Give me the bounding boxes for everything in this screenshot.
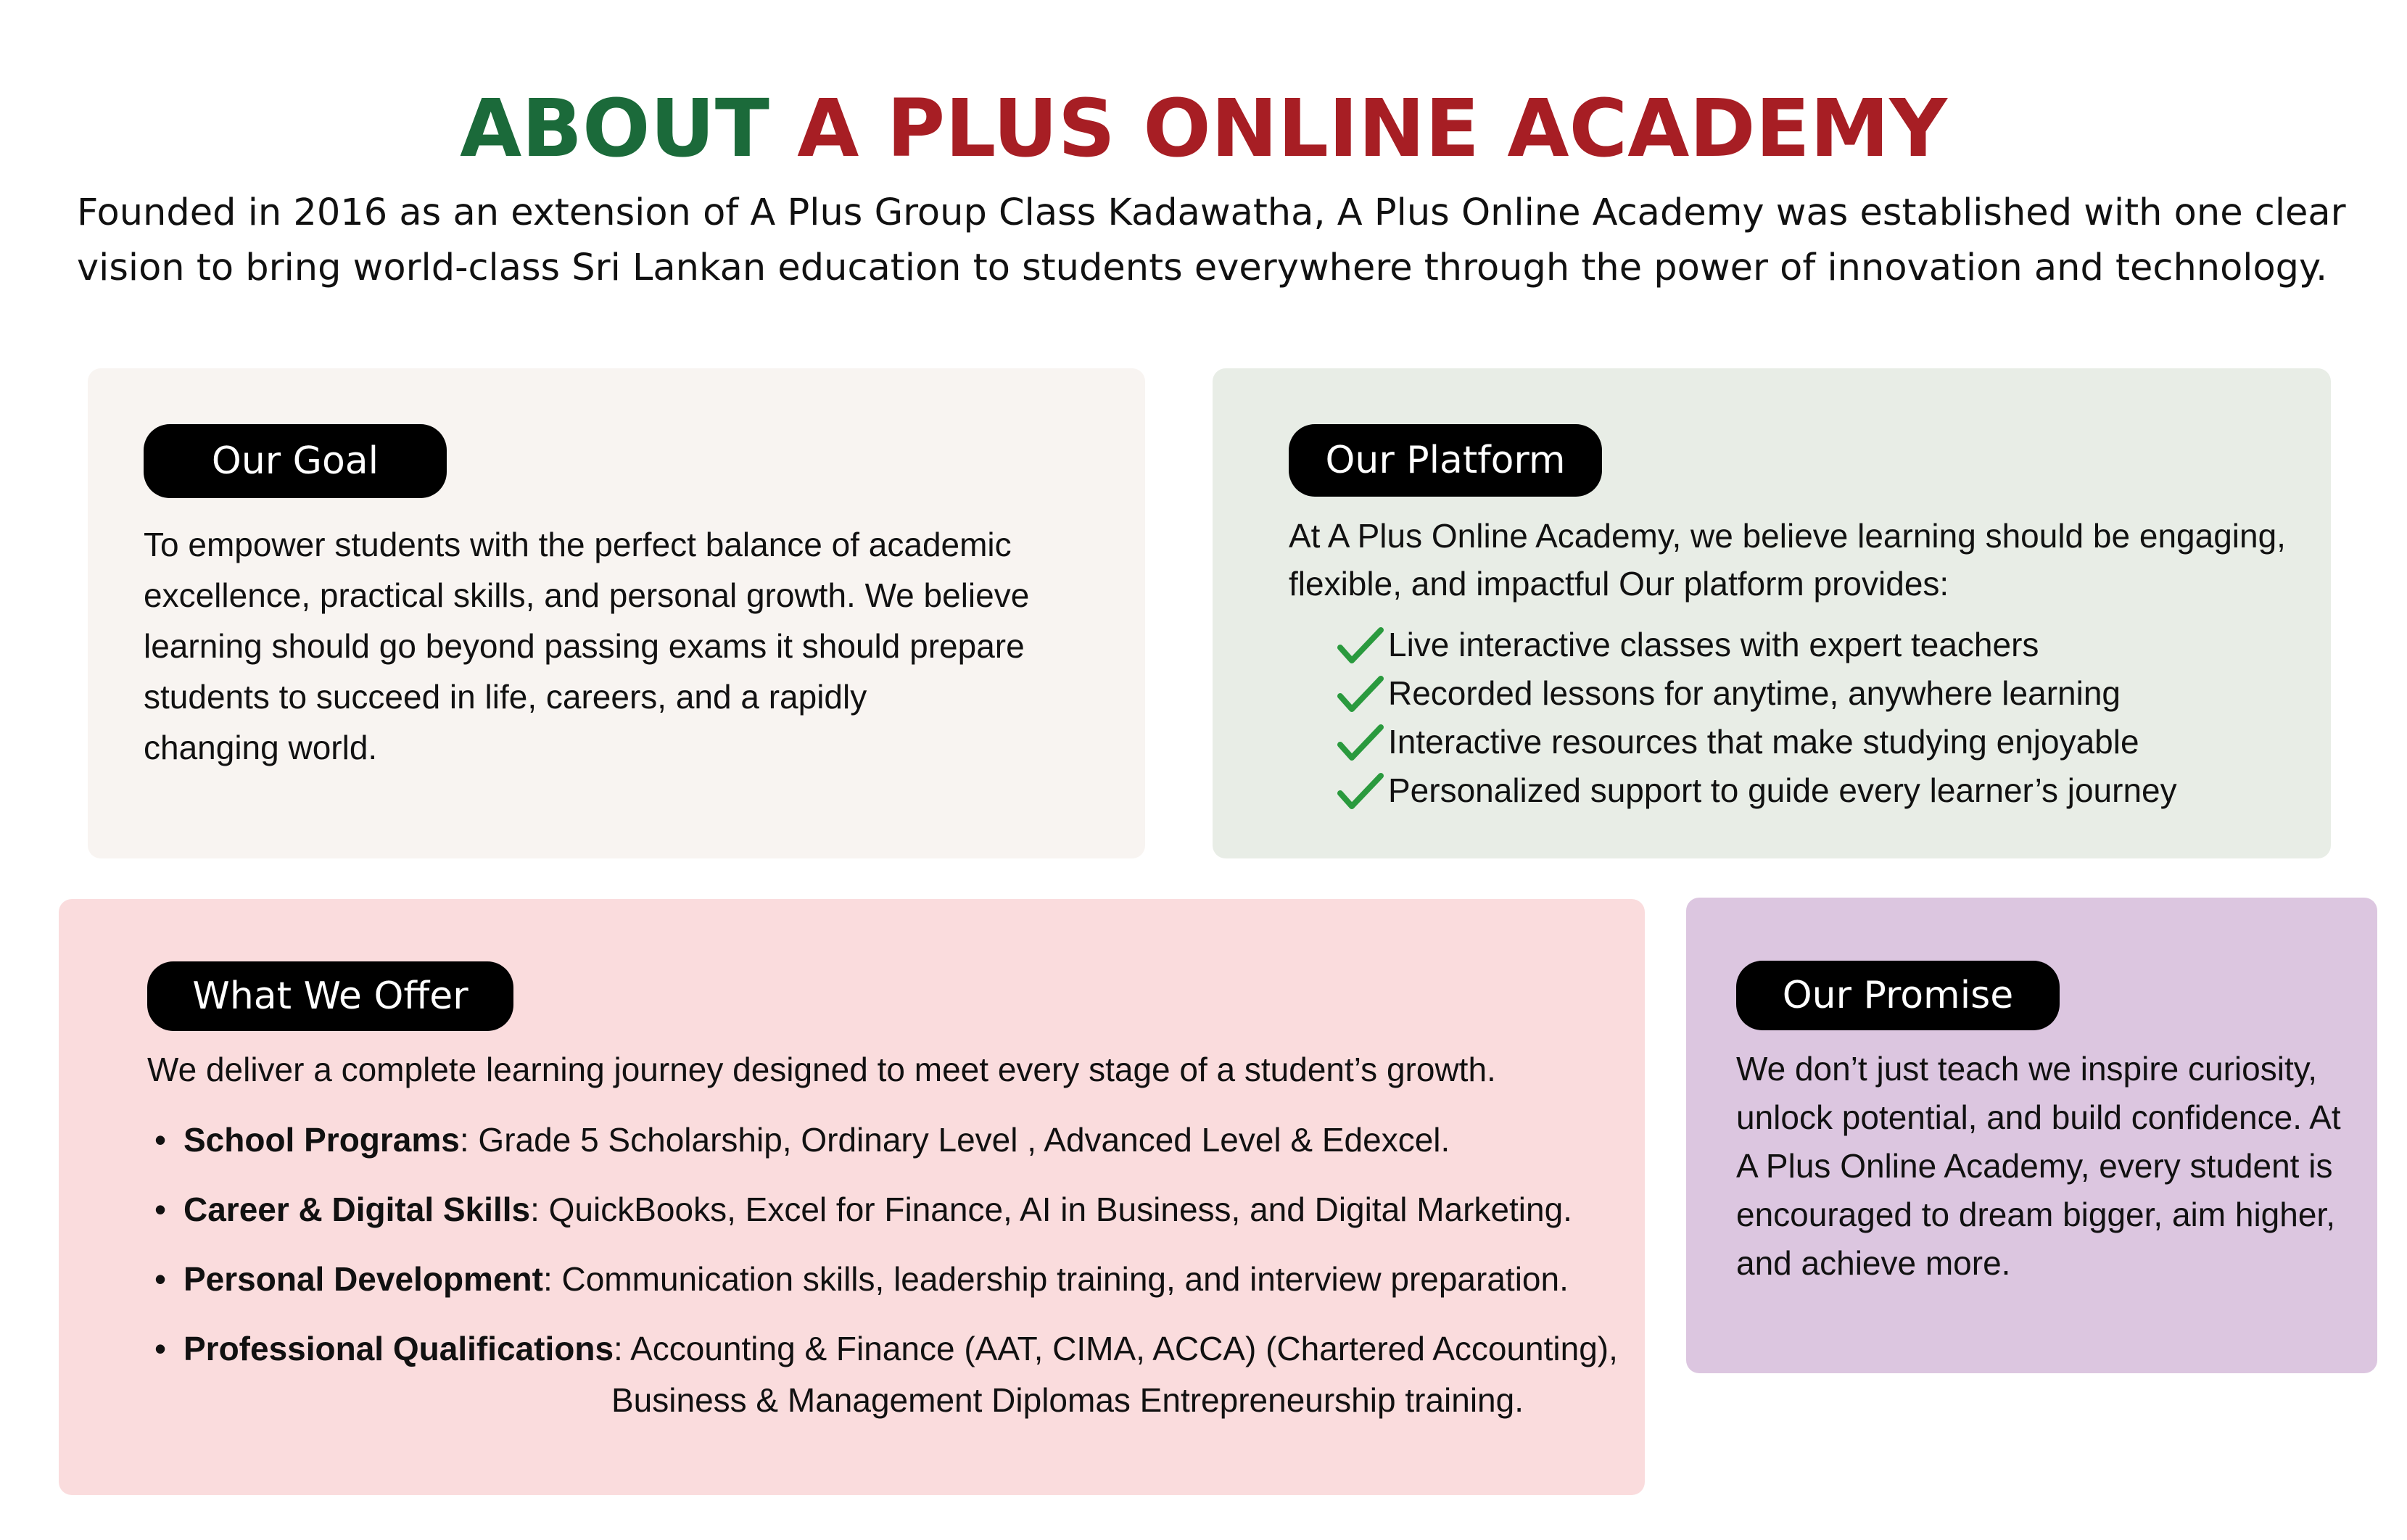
platform-feature-label: Personalized support to guide every learner’s journey — [1388, 771, 2177, 809]
bullet: • — [154, 1260, 167, 1298]
offer-heading: What We Offer — [192, 974, 468, 1018]
goal-line: students to succeed in life, careers, and a rapidly — [144, 678, 867, 716]
platform-feature-item — [1336, 668, 2315, 717]
platform-intro-line: flexible, and impactful Our platform provides: — [1289, 565, 1949, 603]
offer-item — [154, 1314, 1641, 1383]
goal-line: excellence, practical skills, and personal growth. We believe — [144, 576, 1030, 614]
goal-line: learning should go beyond passing exams it should prepare — [144, 627, 1025, 665]
platform-heading-pill — [1289, 424, 1602, 497]
promise-line: unlock potential, and build confidence. At — [1736, 1098, 2341, 1136]
offer-intro: We deliver a complete learning journey designed to meet every stage of a student’s growth. — [147, 1051, 1496, 1088]
goal-text — [144, 519, 1123, 773]
offer-continuation: Business & Management Diplomas Entrepreneurship training. — [611, 1381, 1524, 1419]
page-title — [0, 81, 2407, 175]
goal-heading-pill — [144, 424, 447, 498]
platform-feature-item — [1336, 620, 2315, 668]
promise-line: We don’t just teach we inspire curiosity, — [1736, 1050, 2318, 1088]
promise-heading-pill — [1736, 961, 2060, 1030]
platform-feature-label: Live interactive classes with expert teachers — [1388, 625, 2039, 663]
offer-item-label: School Programs — [183, 1121, 460, 1159]
offer-item — [154, 1105, 1641, 1175]
intro-line: vision to bring world-class Sri Lankan education to students everywhere through the power of innovation and technology. — [77, 247, 2328, 289]
check-icon — [1336, 623, 1388, 666]
check-icon — [1336, 769, 1388, 812]
offer-item-text: : QuickBooks, Excel for Finance, AI in Business, and Digital Marketing. — [530, 1191, 1572, 1228]
title-academy-name: A PLUS ONLINE ACADEMY — [797, 82, 1947, 175]
bullet: • — [154, 1330, 167, 1367]
promise-line: and achieve more. — [1736, 1244, 2011, 1282]
platform-heading: Our Platform — [1325, 439, 1566, 482]
offer-list — [154, 1105, 1641, 1383]
offer-heading-pill — [147, 961, 513, 1031]
platform-feature-list — [1336, 620, 2315, 814]
check-icon — [1336, 720, 1388, 763]
platform-text — [1289, 512, 2319, 608]
title-word-about: ABOUT — [460, 82, 769, 175]
promise-text — [1736, 1045, 2367, 1288]
platform-feature-label: Recorded lessons for anytime, anywhere learning — [1388, 674, 2121, 712]
promise-line: encouraged to dream bigger, aim higher, — [1736, 1196, 2335, 1233]
intro-line: Founded in 2016 as an extension of A Plus Group Class Kadawatha, A Plus Online Academy was established with one clear — [77, 191, 2346, 234]
offer-item-text: : Grade 5 Scholarship, Ordinary Level , Advanced Level & Edexcel. — [459, 1121, 1450, 1159]
offer-item-label: Professional Qualifications — [183, 1330, 614, 1367]
offer-item-text: : Accounting & Finance (AAT, CIMA, ACCA) (Chartered Accounting), — [614, 1330, 1618, 1367]
platform-feature-label: Interactive resources that make studying enjoyable — [1388, 722, 2139, 761]
promise-line: A Plus Online Academy, every student is — [1736, 1147, 2333, 1185]
offer-item-label: Career & Digital Skills — [183, 1191, 531, 1228]
offer-item-text: : Communication skills, leadership training, and interview preparation. — [542, 1260, 1569, 1298]
platform-feature-item — [1336, 766, 2315, 814]
platform-intro-line: At A Plus Online Academy, we believe learning should be engaging, — [1289, 517, 2286, 555]
intro-paragraph — [77, 186, 2361, 296]
check-icon — [1336, 671, 1388, 715]
goal-heading: Our Goal — [211, 439, 379, 483]
platform-feature-item — [1336, 717, 2315, 766]
promise-heading: Our Promise — [1782, 974, 2014, 1017]
bullet: • — [154, 1191, 167, 1228]
goal-line: changing world. — [144, 729, 378, 766]
offer-item — [154, 1244, 1641, 1314]
bullet: • — [154, 1121, 167, 1159]
goal-line: To empower students with the perfect balance of academic — [144, 526, 1012, 563]
offer-item — [154, 1175, 1641, 1244]
offer-item-label: Personal Development — [183, 1260, 543, 1298]
